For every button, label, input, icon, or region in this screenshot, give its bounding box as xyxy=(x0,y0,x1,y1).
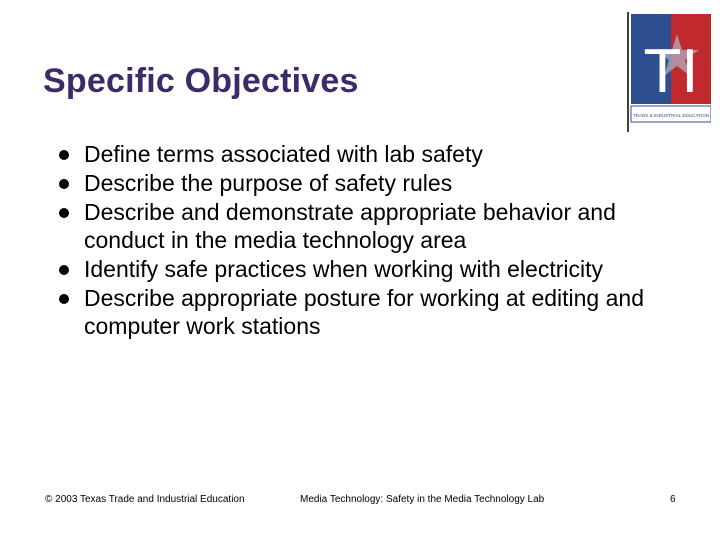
logo-letters: TI xyxy=(643,37,699,106)
ti-logo xyxy=(627,12,711,132)
objective-text: Define terms associated with lab safety xyxy=(84,141,483,167)
logo-caption: TRADE & INDUSTRIAL EDUCATION xyxy=(632,113,710,118)
objective-text: Describe and demonstrate appropriate behavior and conduct in the media technology area xyxy=(84,199,616,253)
bullet-dot-icon xyxy=(59,150,69,160)
objective-text: Identify safe practices when working with electricity xyxy=(84,256,603,282)
slide-title: Specific Objectives xyxy=(43,62,359,100)
bullet-dot-icon xyxy=(59,179,69,189)
objective-item xyxy=(58,169,658,197)
objective-text: Describe the purpose of safety rules xyxy=(84,170,453,196)
bullet-dot-icon xyxy=(59,265,69,275)
objective-item xyxy=(58,255,658,283)
footer-course-title: Media Technology: Safety in the Media Technology Lab xyxy=(300,494,545,505)
bullet-dot-icon xyxy=(59,294,69,304)
bullet-dot-icon xyxy=(59,208,69,218)
objective-item xyxy=(58,284,658,340)
objectives-list xyxy=(58,140,658,341)
objective-item xyxy=(58,140,658,168)
footer-copyright: © 2003 Texas Trade and Industrial Education xyxy=(45,494,245,505)
footer-page-number: 6 xyxy=(670,494,676,505)
objective-text: Describe appropriate posture for working at editing and computer work stations xyxy=(84,285,644,339)
objective-item xyxy=(58,198,658,254)
